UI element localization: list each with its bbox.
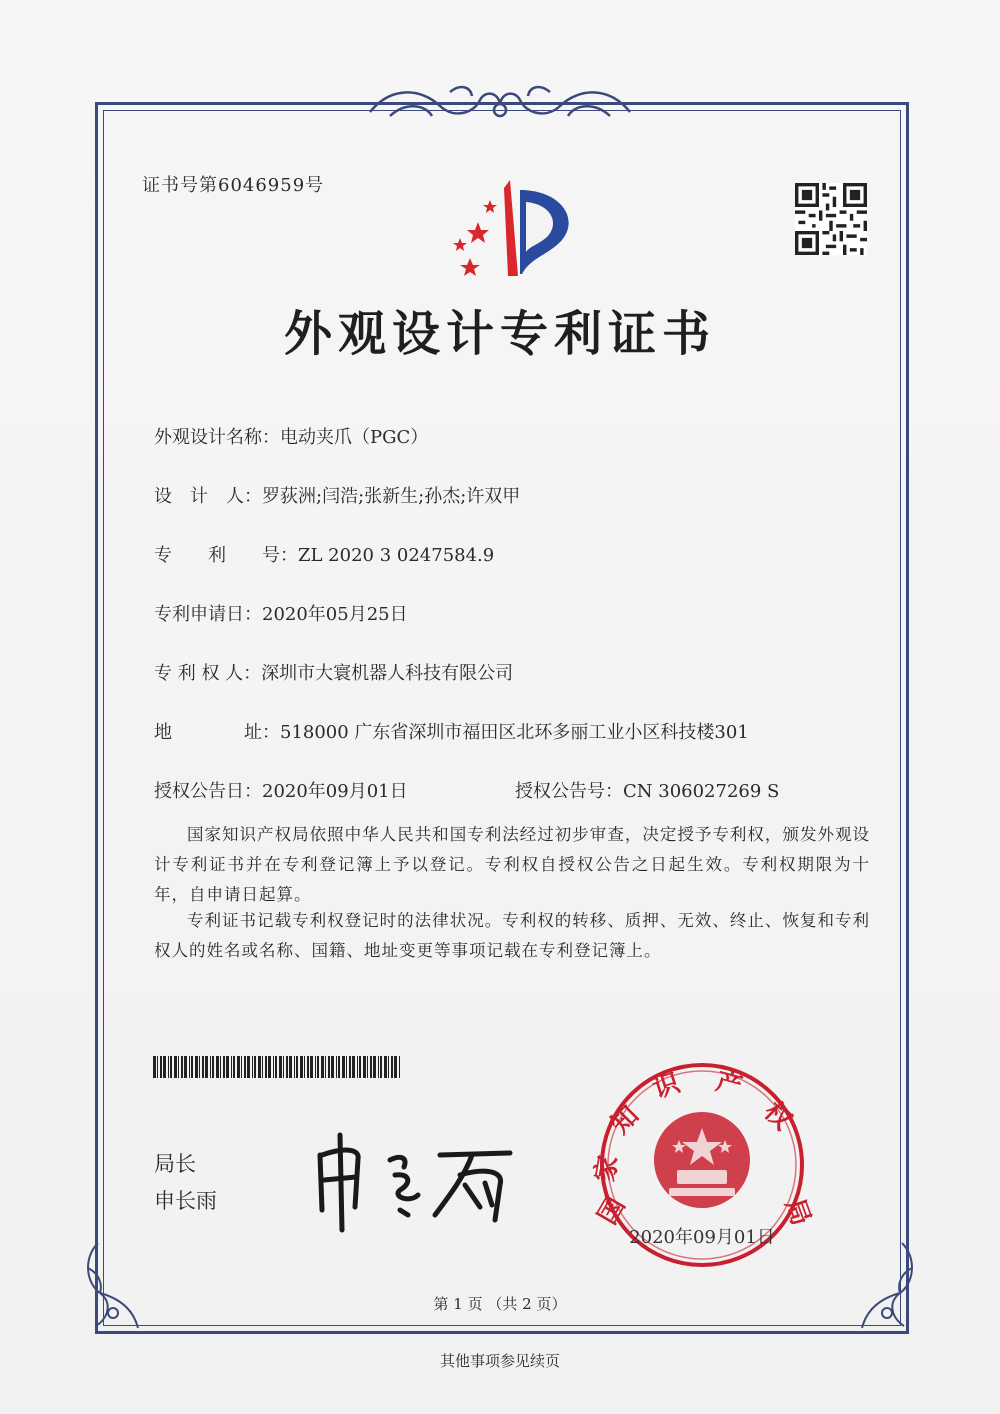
address-label: 地 址： [154,722,280,743]
patentee-row [154,659,513,685]
director-signature [300,1115,530,1235]
svg-text:产: 产 [712,1066,746,1103]
designer-value: 罗荻洲;闫浩;张新生;孙杰;许双甲 [262,486,521,507]
top-ornament [360,82,640,130]
svg-text:局: 局 [778,1194,817,1230]
filing-date-label: 专利申请日： [154,604,262,625]
svg-text:权: 权 [757,1096,798,1137]
address-value: 518000 广东省深圳市福田区北环多丽工业小区科技楼301 [280,722,749,743]
patentee-value: 深圳市大寰机器人科技有限公司 [261,663,514,684]
svg-text:识: 识 [649,1068,684,1105]
certificate-number: 证书号第6046959号 [142,175,325,196]
seal-date: 2020年09月01日 [629,1227,775,1248]
body-paragraph-2: 专利证书记载专利权登记时的法律状况。专利权的转移、质押、无效、终止、恢复和专利权人的姓名或名称、国籍、地址变更等事项记载在专利登记簿上。 [154,911,870,960]
page-number: 第 1 页 （共 2 页） [433,1295,567,1313]
svg-text:家: 家 [590,1153,625,1185]
qr-code [795,183,867,255]
barcode [153,1056,403,1078]
design-name-row [154,423,428,449]
grant-no-row [515,777,779,803]
cnipa-emblem-logo [430,178,590,288]
designer-row [154,482,520,508]
continue-note: 其他事项参见续页 [439,1352,560,1370]
grant-date-value: 2020年09月01日 [262,781,408,802]
svg-text:知: 知 [605,1100,646,1141]
design-name-label: 外观设计名称： [154,427,280,448]
svg-text:国: 国 [592,1192,632,1230]
bottom-left-corner-ornament [78,1238,158,1338]
filing-date-row [154,600,408,626]
grant-no-value: CN 306027269 S [623,781,780,802]
filing-date-value: 2020年05月25日 [262,604,408,625]
design-name-value: 电动夹爪（PGC） [280,427,429,448]
patentee-label: 专 利 权 人： [154,663,262,684]
grant-date-row [154,777,408,803]
body-paragraph-1: 国家知识产权局依照中华人民共和国专利法经过初步审查，决定授予专利权，颁发外观设计专利证书并在专利登记簿上予以登记。专利权自授权公告之日起生效。专利权期限为十年，自申请日起算。 [154,825,870,904]
patent-no-label: 专 利 号： [154,545,298,566]
grant-no-label: 授权公告号： [515,781,623,802]
designer-label: 设 计 人： [154,486,262,507]
director-title: 局长 [154,1152,196,1176]
patent-no-row [154,541,494,567]
bottom-right-corner-ornament [842,1238,922,1338]
certificate-title: 外观设计专利证书 [283,306,716,362]
patent-no-value: ZL 2020 3 0247584.9 [298,545,495,566]
director-name: 申长雨 [154,1189,217,1213]
grant-date-label: 授权公告日： [154,781,262,802]
address-row [154,718,749,744]
